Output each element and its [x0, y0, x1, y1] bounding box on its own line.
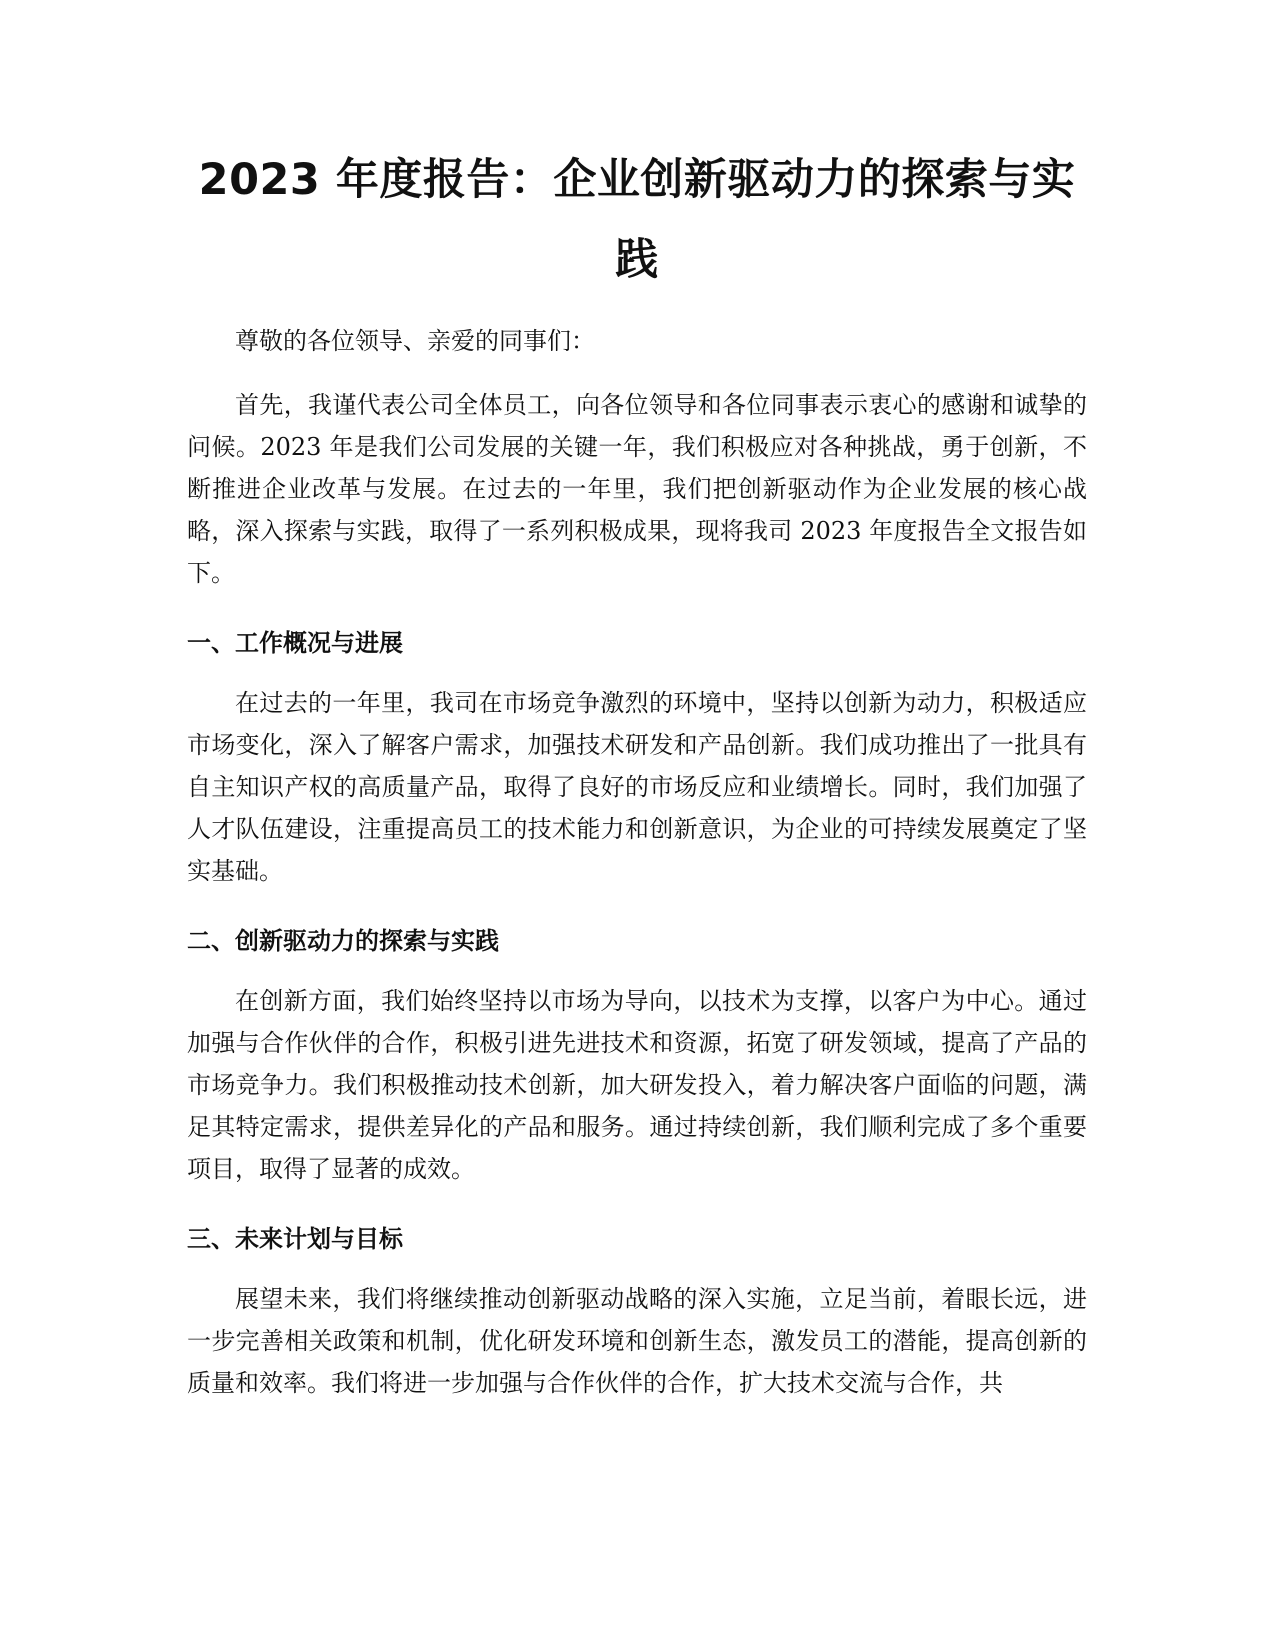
- section-body-1: 在过去的一年里，我司在市场竞争激烈的环境中，坚持以创新为动力，积极适应市场变化，深入了解客户需求，加强技术研发和产品创新。我们成功推出了一批具有自主知识产权的高质量产品，取得了良好的市场反应和业绩增长。同时，我们加强了人才队伍建设，注重提高员工的技术能力和创新意识，为企业的可持续发展奠定了坚实基础。: [187, 689, 1087, 885]
- document-body: [187, 140, 1087, 1422]
- section-heading-3: 三、未来计划与目标: [187, 1225, 403, 1253]
- document-title: 2023 年度报告：企业创新驱动力的探索与实践: [198, 155, 1076, 285]
- section-body-2: 在创新方面，我们始终坚持以市场为导向，以技术为支撑，以客户为中心。通过加强与合作伙伴的合作，积极引进先进技术和资源，拓宽了研发领域，提高了产品的市场竞争力。我们积极推动技术创新，加大研发投入，着力解决客户面临的问题，满足其特定需求，提供差异化的产品和服务。通过持续创新，我们顺利完成了多个重要项目，取得了显著的成效。: [187, 987, 1087, 1183]
- intro-paragraph: 首先，我谨代表公司全体员工，向各位领导和各位同事表示衷心的感谢和诚挚的问候。2023 年是我们公司发展的关键一年，我们积极应对各种挑战，勇于创新，不断推进企业改革与发展。在过去的一年里，我们把创新驱动作为企业发展的核心战略，深入探索与实践，取得了一系列积极成果，现将我司 2023 年度报告全文报告如下。: [187, 391, 1087, 587]
- greeting: 尊敬的各位领导、亲爱的同事们：: [235, 327, 595, 355]
- section-body-3: 展望未来，我们将继续推动创新驱动战略的深入实施，立足当前，着眼长远，进一步完善相关政策和机制，优化研发环境和创新生态，激发员工的潜能，提高创新的质量和效率。我们将进一步加强与合作伙伴的合作，扩大技术交流与合作，共: [187, 1285, 1087, 1397]
- section-heading-2: 二、创新驱动力的探索与实践: [187, 927, 499, 955]
- section-heading-1: 一、工作概况与进展: [187, 629, 403, 657]
